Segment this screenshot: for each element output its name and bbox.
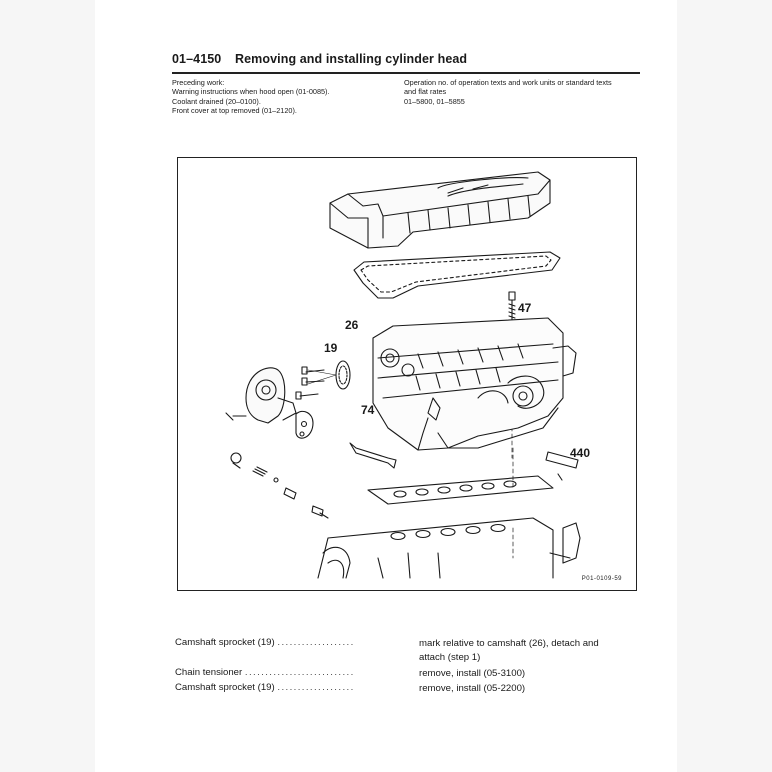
exploded-view-figure	[177, 157, 637, 591]
part-name: Chain tensioner	[175, 667, 243, 678]
parts-list	[175, 637, 645, 697]
camshaft-sprocket-19	[308, 361, 350, 389]
head-gasket	[368, 476, 553, 504]
engine-block	[318, 518, 580, 578]
operation-text: Operation no. of operation texts and work units or standard texts	[404, 78, 612, 87]
callout-label: 440	[570, 446, 591, 460]
cover-gasket	[354, 252, 560, 298]
callout-label: 47	[518, 301, 532, 315]
engine-exploded-drawing	[178, 158, 636, 590]
sprocket-bolts	[296, 367, 324, 399]
title-divider	[172, 72, 640, 74]
part-action: remove, install (05-2200)	[419, 683, 526, 694]
cylinder-head-cover	[330, 172, 550, 248]
cylinder-head-assembly	[373, 318, 576, 450]
preceding-work-item: Front cover at top removed (01–2120).	[172, 106, 297, 116]
bracket	[350, 443, 396, 468]
part-action: mark relative to camshaft (26), detach and attach (step 1)	[419, 638, 599, 663]
operation-codes: 01–5800, 01–5855	[404, 96, 465, 106]
leader-dots: ...................	[277, 682, 355, 693]
part-name: Camshaft sprocket (19)	[175, 682, 275, 693]
page-margin-left	[0, 0, 95, 772]
preceding-work-item: Coolant drained (20–0100).	[172, 96, 261, 106]
section-title: Removing and installing cylinder head	[234, 52, 468, 66]
page-title	[172, 52, 642, 66]
preceding-work	[172, 78, 387, 116]
part-name: Camshaft sprocket (19)	[175, 637, 275, 648]
preceding-work-label: Preceding work:	[172, 78, 225, 87]
callout-label: 19	[324, 341, 338, 355]
list-item	[175, 667, 645, 682]
callout-label: 26	[345, 318, 359, 332]
section-code: 01–4150	[172, 52, 222, 66]
operation-text-cont: and flat rates	[404, 87, 447, 97]
page-margin-right	[677, 0, 772, 772]
figure-id: P01-0109-59	[581, 576, 622, 582]
list-item	[175, 682, 645, 697]
leader-dots: ...................	[277, 637, 355, 648]
callout-label: 74	[361, 403, 375, 417]
chain-tensioner-parts	[231, 453, 328, 518]
operation-info	[404, 78, 644, 106]
leader-dots: ...........................	[244, 667, 355, 678]
front-cover	[226, 368, 313, 438]
list-item	[175, 637, 645, 667]
preceding-work-item: Warning instructions when hood open (01-0085).	[172, 87, 330, 97]
part-action: remove, install (05-3100)	[419, 668, 526, 679]
